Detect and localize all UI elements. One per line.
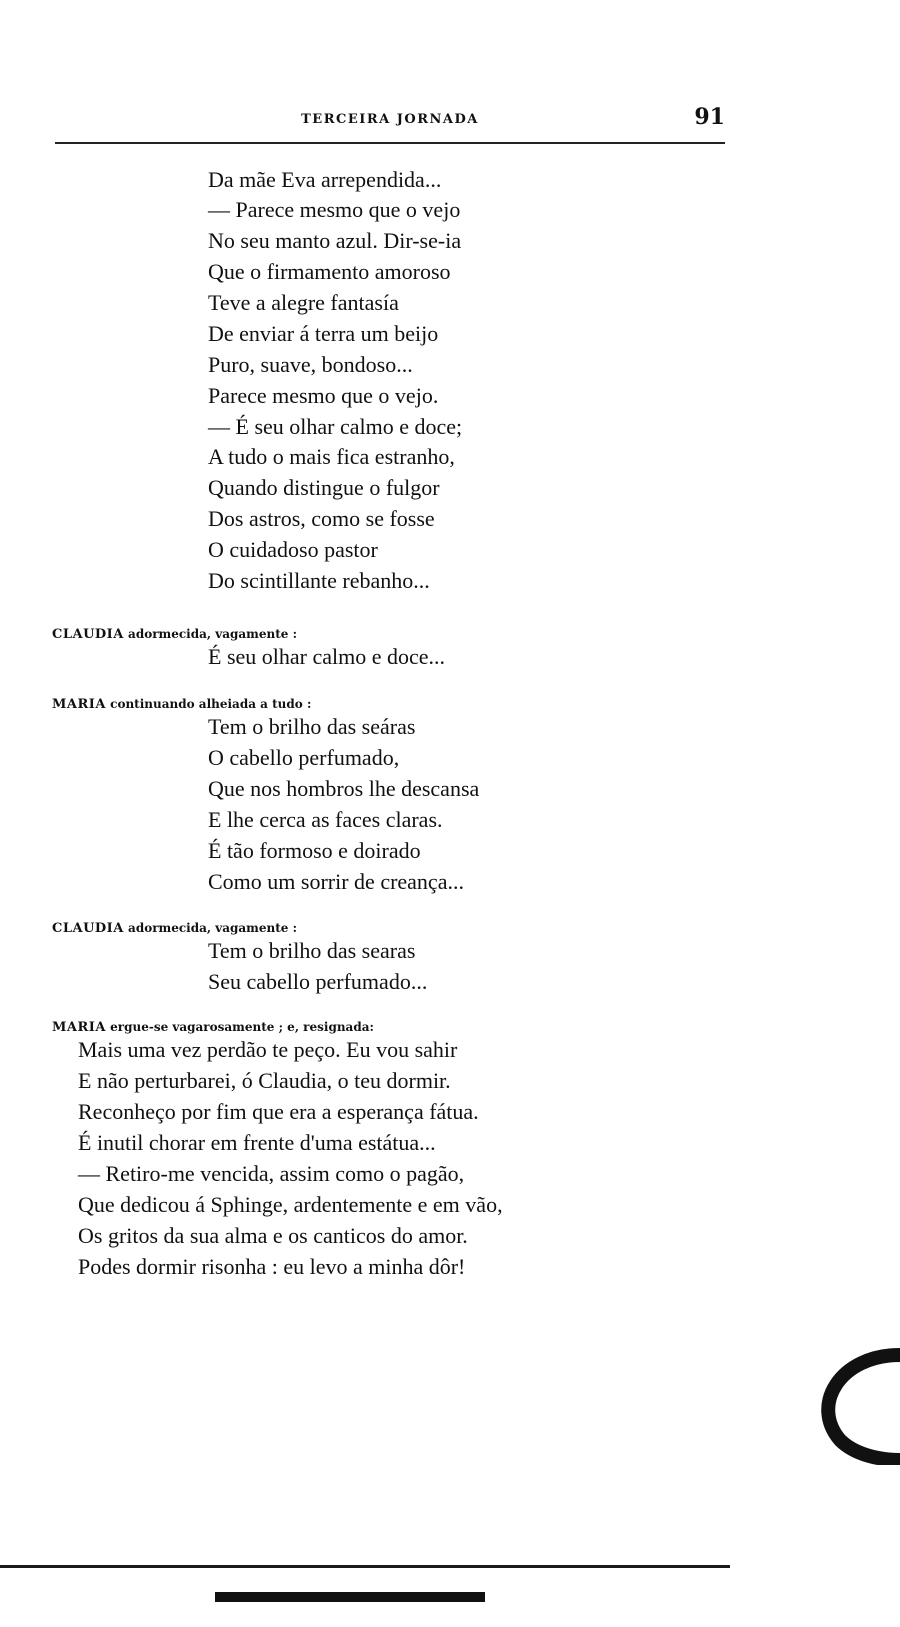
stage-direction bbox=[52, 695, 311, 714]
verse-line: Que nos hombros lhe descansa bbox=[208, 776, 480, 801]
verse-line: Teve a alegre fantasía bbox=[208, 290, 399, 315]
page-number: 91 bbox=[694, 104, 725, 130]
header-rule bbox=[55, 142, 725, 144]
ink-smudge bbox=[800, 1345, 900, 1465]
alexandrine-line: Os gritos da sua alma e os canticos do amor. bbox=[78, 1223, 468, 1248]
alexandrine-line: — Retiro-me vencida, assim como o pagão, bbox=[78, 1161, 465, 1186]
verse-line: Puro, suave, bondoso... bbox=[208, 352, 413, 377]
speaker-name: CLAUDIA bbox=[52, 921, 124, 936]
running-title: TERCEIRA JORNADA bbox=[301, 112, 479, 127]
direction-text: adormecida, vagamente : bbox=[123, 921, 298, 935]
verse-line: E lhe cerca as faces claras. bbox=[208, 807, 443, 832]
alexandrine-line: É inutil chorar em frente d'uma estátua... bbox=[78, 1130, 436, 1155]
verse-line: É seu olhar calmo e doce... bbox=[208, 644, 446, 669]
stage-direction bbox=[52, 1018, 374, 1037]
speaker-name: CLAUDIA bbox=[52, 627, 124, 642]
verse-line: Do scintillante rebanho... bbox=[208, 568, 430, 593]
alexandrine-line: E não perturbarei, ó Claudia, o teu dormir. bbox=[78, 1068, 451, 1093]
stage-direction bbox=[52, 625, 297, 644]
speaker-name: MARIA bbox=[52, 697, 106, 712]
speaker-name: MARIA bbox=[52, 1020, 106, 1035]
verse-line: Seu cabello perfumado... bbox=[208, 969, 428, 994]
verse-line: — Parece mesmo que o vejo bbox=[208, 197, 461, 222]
verse-line: — É seu olhar calmo e doce; bbox=[208, 414, 463, 439]
bottom-rule bbox=[0, 1565, 730, 1568]
verse-line: Dos astros, como se fosse bbox=[208, 506, 435, 531]
alexandrine-line: Podes dormir risonha : eu levo a minha dôr! bbox=[78, 1254, 466, 1279]
verse-line: É tão formoso e doirado bbox=[208, 838, 421, 863]
alexandrine-line: Mais uma vez perdão te peço. Eu vou sahir bbox=[78, 1037, 458, 1062]
verse-line: A tudo o mais fica estranho, bbox=[208, 444, 455, 469]
direction-text: ergue-se vagarosamente ; e, resignada: bbox=[105, 1020, 374, 1034]
direction-text: adormecida, vagamente : bbox=[123, 627, 298, 641]
verse-line: Tem o brilho das searas bbox=[208, 938, 416, 963]
verse-line: O cuidadoso pastor bbox=[208, 537, 378, 562]
verse-line: Quando distingue o fulgor bbox=[208, 475, 440, 500]
direction-text: continuando alheiada a tudo : bbox=[105, 697, 312, 711]
verse-line: Que o firmamento amoroso bbox=[208, 259, 451, 284]
verse-line: Tem o brilho das seáras bbox=[208, 714, 416, 739]
verse-line: No seu manto azul. Dir-se-ia bbox=[208, 228, 462, 253]
bottom-bar bbox=[215, 1592, 485, 1602]
verse-line: Parece mesmo que o vejo. bbox=[208, 383, 439, 408]
verse-line: O cabello perfumado, bbox=[208, 745, 400, 770]
verse-line: De enviar á terra um beijo bbox=[208, 321, 439, 346]
alexandrine-line: Reconheço por fim que era a esperança fátua. bbox=[78, 1099, 479, 1124]
verse-line: Da mãe Eva arrependida... bbox=[208, 167, 442, 192]
stage-direction bbox=[52, 919, 297, 938]
verse-line: Como um sorrir de creança... bbox=[208, 869, 464, 894]
alexandrine-line: Que dedicou á Sphinge, ardentemente e em vão, bbox=[78, 1192, 503, 1217]
running-head bbox=[55, 104, 725, 138]
